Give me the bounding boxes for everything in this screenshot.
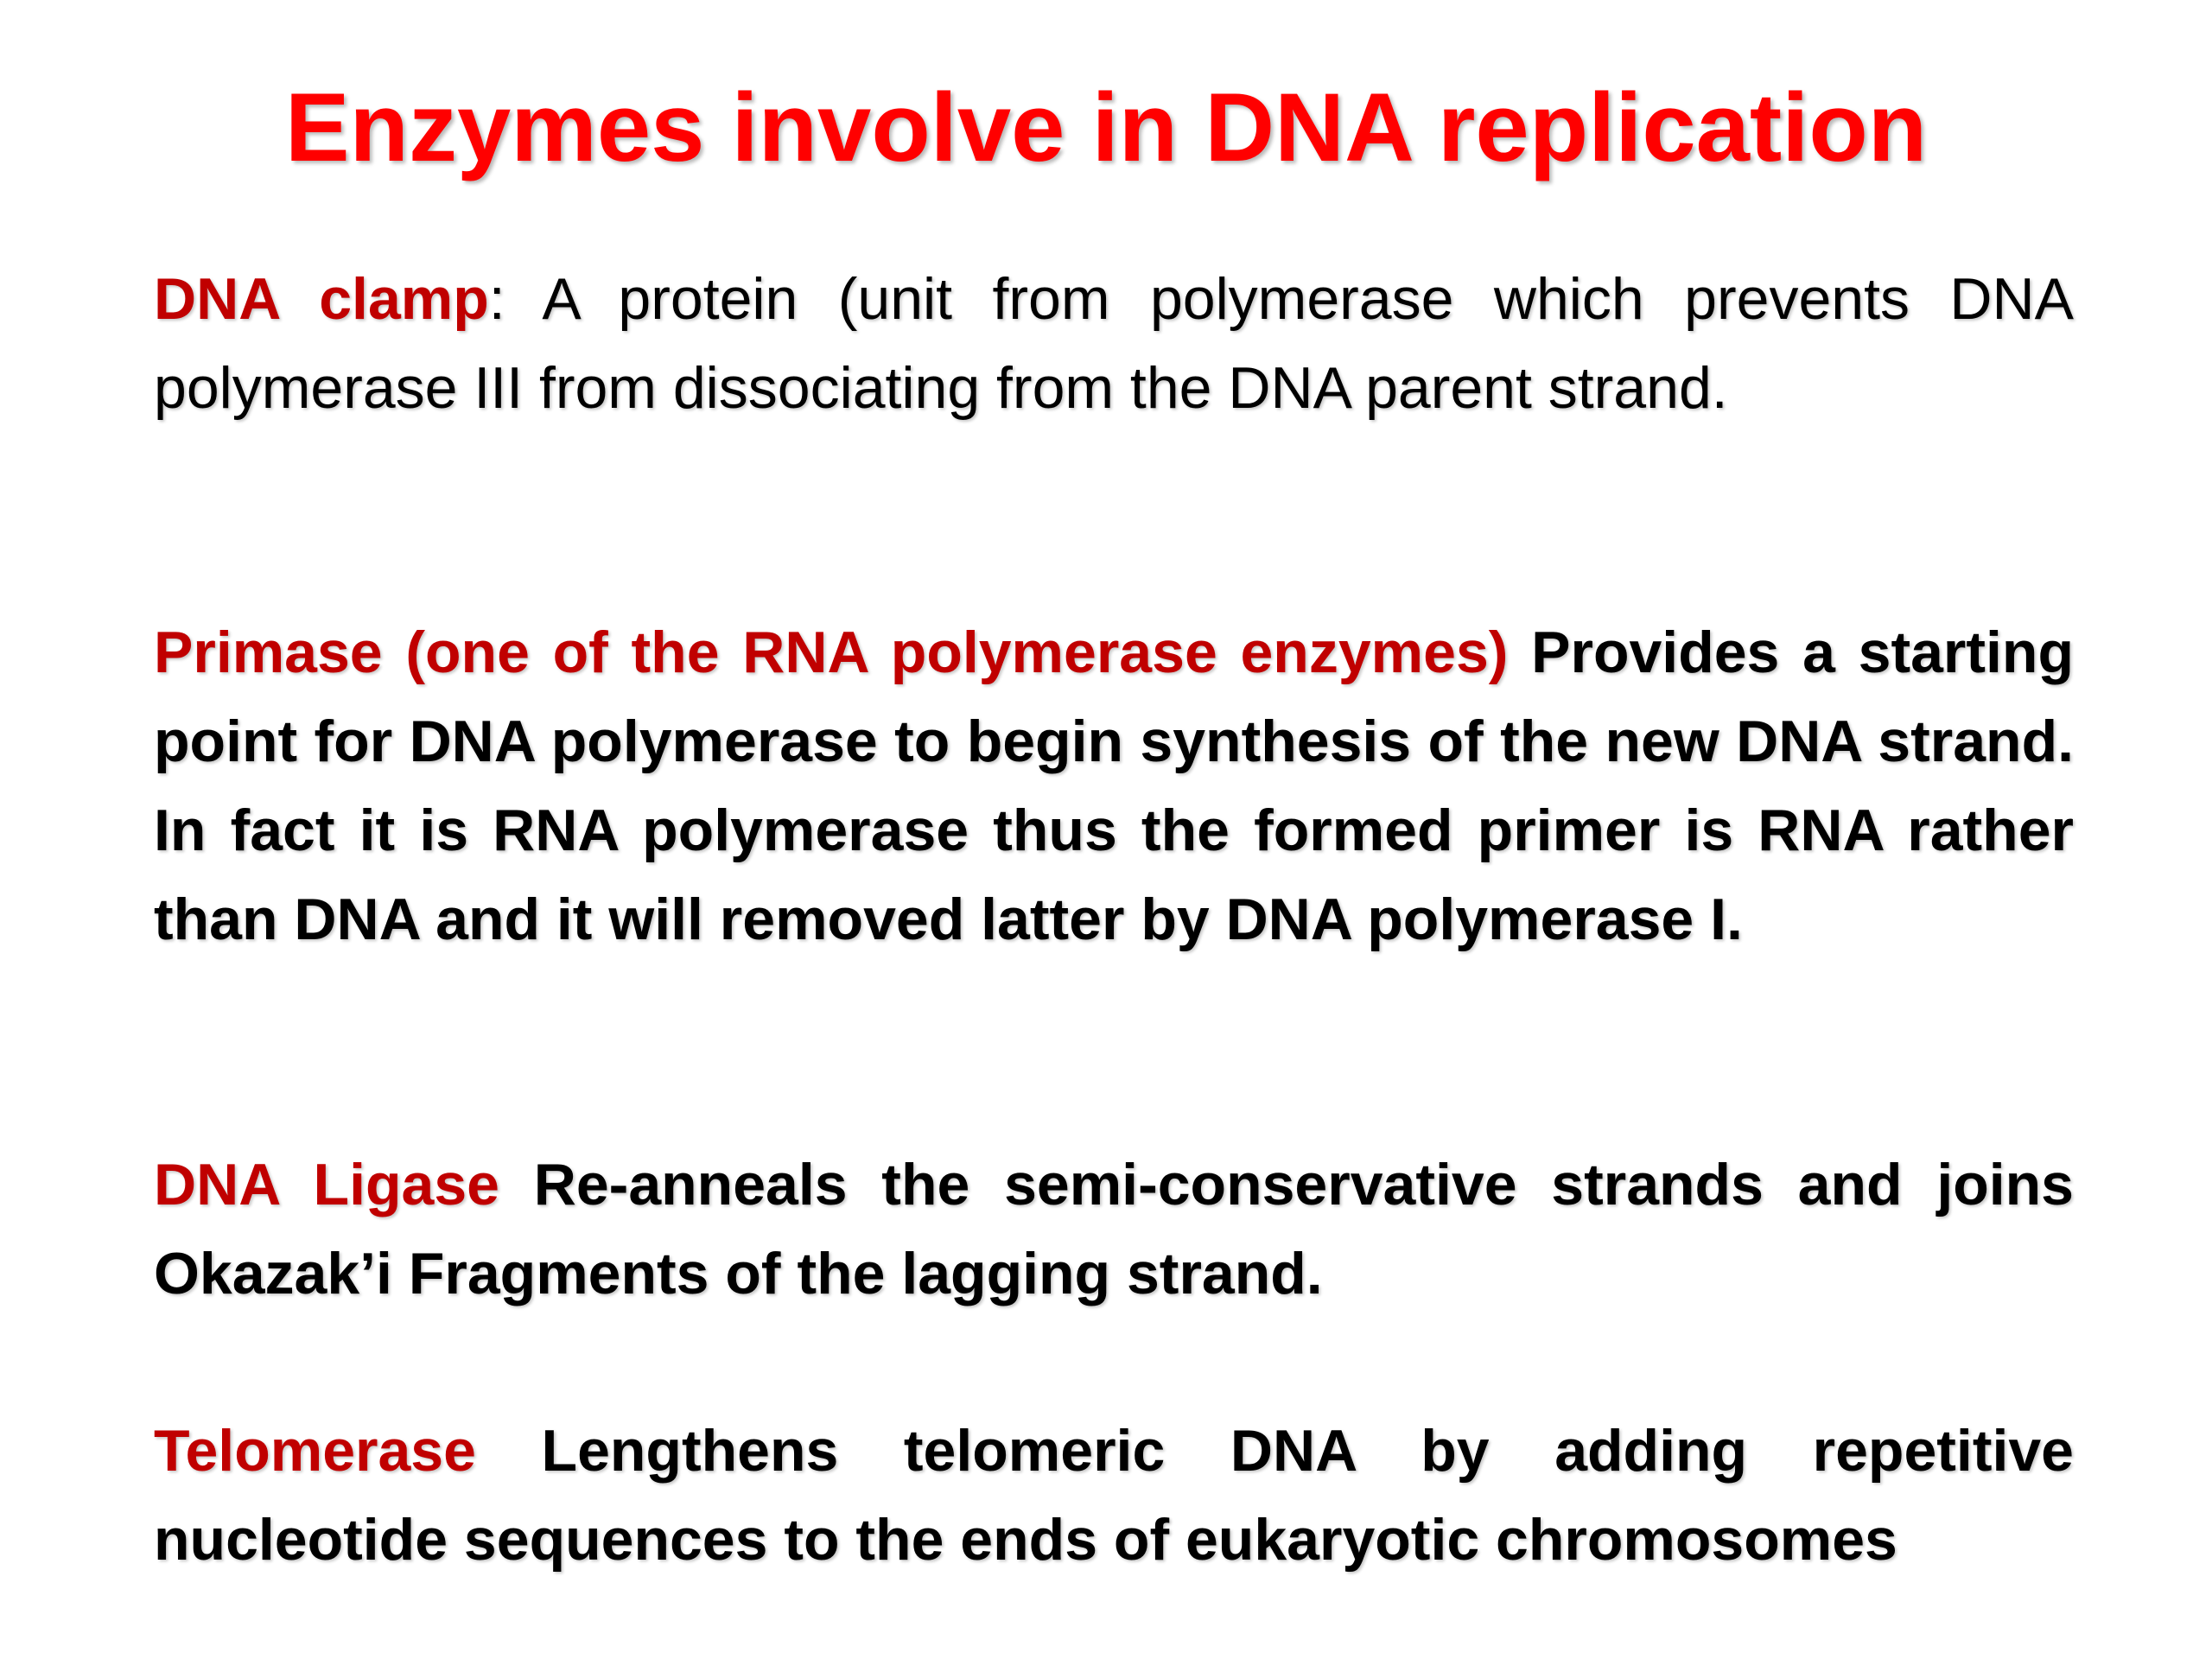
slide-title: Enzymes involve in DNA replication (284, 73, 1928, 181)
description-telomerase: Lengthens telomeric DNA by adding repetitive nucleotide sequences to the ends of eukaryotic chromosomes (154, 1418, 2074, 1573)
term-primase: Primase (one of the RNA polymerase enzymes) (154, 620, 1509, 685)
paragraph-dna-clamp (154, 255, 2074, 433)
paragraph-telomerase (154, 1407, 2074, 1585)
paragraph-dna-ligase (154, 1141, 2074, 1319)
term-dna-clamp: DNA clamp (154, 266, 489, 332)
paragraph-primase (154, 608, 2074, 964)
term-telomerase: Telomerase (154, 1418, 476, 1484)
description-primase: Provides a starting point for DNA polymerase to begin synthesis of the new DNA strand. In fact it is RNA polymerase thus the formed primer is RNA rather than DNA and it will removed latter by DNA polymerase I. (154, 620, 2074, 952)
description-dna-ligase: Re-anneals the semi-conservative strands and joins Okazak’i Fragments of the lagging strand. (154, 1152, 2074, 1306)
term-dna-ligase: DNA Ligase (154, 1152, 499, 1217)
description-dna-clamp: : A protein (unit from polymerase which prevents DNA polymerase III from dissociating from the DNA parent strand. (154, 266, 2074, 421)
